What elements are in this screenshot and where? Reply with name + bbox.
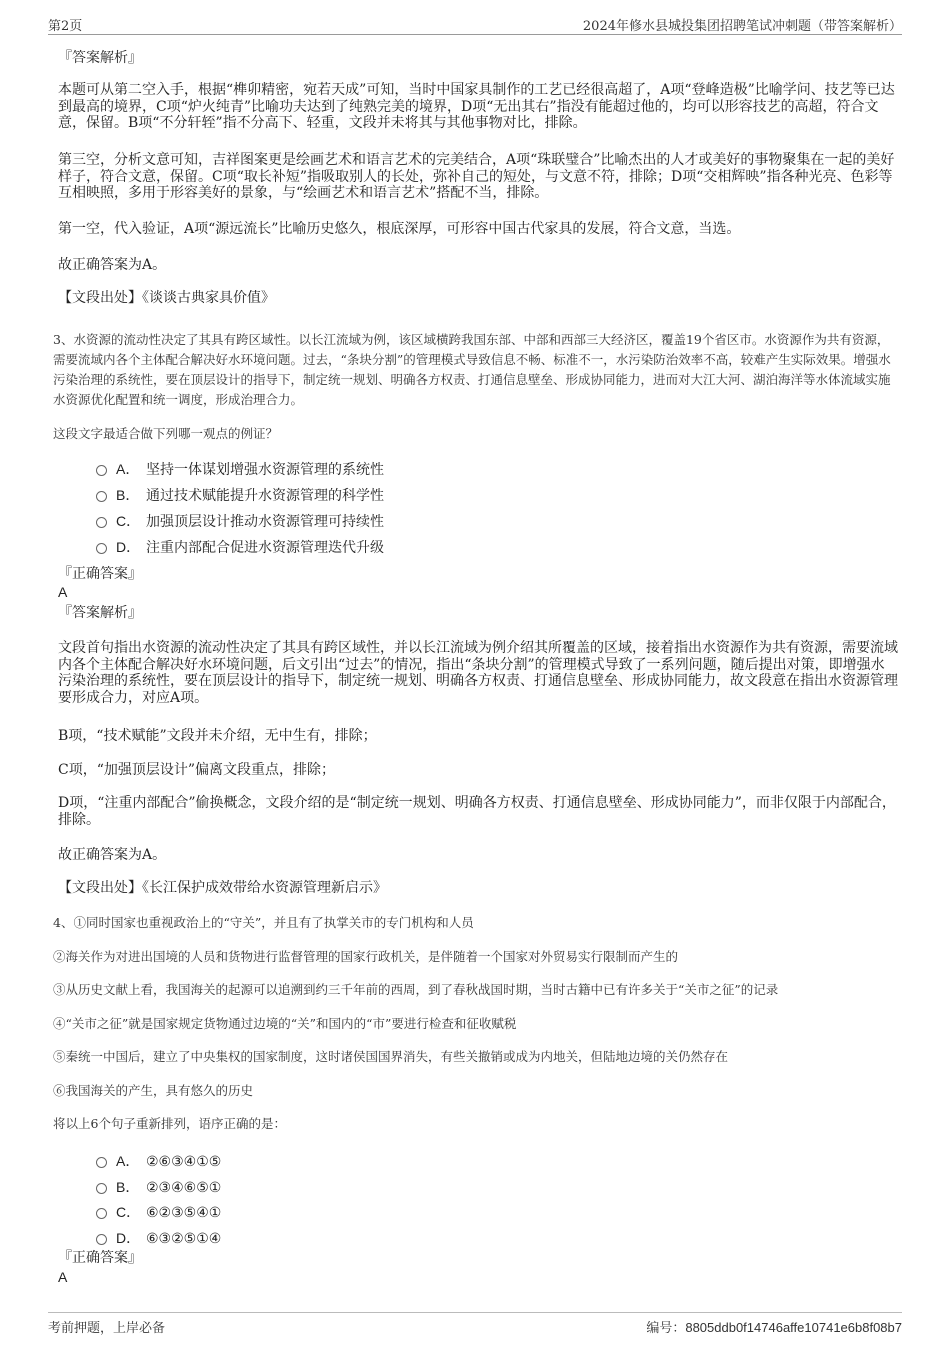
option-d[interactable]: D． 注重内部配合促进水资源管理迭代升级 (96, 538, 384, 557)
question-sentence: 4、①同时国家也重视政治上的“守关”，并且有了执掌关市的专门机构和人员 (53, 915, 474, 930)
analysis-paragraph: 文段首句指出水资源的流动性决定了其具有跨区域性，并以长江流域为例介绍其所覆盖的区域，接着指出水资源作为共有资源，需要流域内各个主体配合解决好水环境问题，后文引出“过去”的情况，指出“条块分割”的管理模式导致了一系列问题，随后提出对策，即增强水污染治理的系统性，要在顶层设计的指导下，制定统一规划、明确各方权责、打通信息壁垒、形成协同能力，故文段意在指出水资源管理要形成合力，对应A项。 (58, 640, 898, 706)
question-prompt: 将以上6个句子重新排列，语序正确的是： (53, 1116, 286, 1131)
analysis-label: 『答案解析』 (58, 50, 142, 66)
question-stem: 3、水资源的流动性决定了其具有跨区域性。以长江流域为例，该区域横跨我国东部、中部和西部三大经济区，覆盖19个省区市。水资源作为共有资源，需要流域内各个主体配合解决好水环境问题。过去，“条块分割”的管理模式导致信息不畅、标准不一，水污染防治效率不高，较难产生实际效果。增强水污染治理的系统性，要在顶层设计的指导下，制定统一规划、明确各方权责、打通信息壁垒、形成协同能力，进而对大江大河、湖泊海洋等水体流域实施水资源优化配置和统一调度，形成治理合力。 (53, 332, 891, 407)
question-sentence: ⑤秦统一中国后，建立了中央集权的国家制度，这时诸侯国国界消失，有些关撤销或成为内地关，但陆地边境的关仍然存在 (53, 1049, 729, 1064)
option-c[interactable]: C． 加强顶层设计推动水资源管理可持续性 (96, 512, 384, 531)
option-a[interactable]: A． ②⑥③④①⑤ (96, 1152, 221, 1171)
analysis-paragraph: C项，“加强顶层设计”偏离文段重点，排除； (58, 762, 336, 778)
answer-label: 『正确答案』 (58, 1250, 142, 1266)
option-b[interactable]: B． ②③④⑥⑤① (96, 1178, 221, 1197)
radio-icon[interactable] (96, 1208, 107, 1219)
answer-value: A (58, 584, 68, 600)
analysis-paragraph: 本题可从第二空入手，根据“榫卯精密，宛若天成”可知，当时中国家具制作的工艺已经很高超了，A项“登峰造极”比喻学问、技艺等已达到最高的境界，C项“炉火纯青”比喻功夫达到了纯熟完美的境界，D项“无出其右”指没有能超过他的，均可以形容技艺的高超，符合文意，保留。B项“不分轩轾”指不分高下、轻重，文段并未将其与其他事物对比，排除。 (58, 82, 895, 131)
page-number: 第2页 (48, 19, 83, 34)
question-sentence: ④“关市之征”就是国家规定货物通过边境的“关”和国内的“市”要进行检查和征收赋税 (53, 1016, 517, 1031)
source-citation: 【文段出处】《谈谈古典家具价值》 (58, 290, 275, 306)
document-title: 2024年修水县城投集团招聘笔试冲刺题（带答案解析） (582, 19, 902, 34)
analysis-conclusion: 故正确答案为A。 (58, 257, 167, 273)
page-footer (48, 1312, 902, 1336)
footer-slogan: 考前押题，上岸必备 (48, 1321, 166, 1336)
analysis-conclusion: 故正确答案为A。 (58, 847, 167, 863)
answer-label: 『正确答案』 (58, 566, 142, 582)
option-b[interactable]: B． 通过技术赋能提升水资源管理的科学性 (96, 486, 384, 505)
document-code: 编号：8805ddb0f14746affe10741e6b8f08b7 (646, 1320, 902, 1335)
option-c[interactable]: C． ⑥②③⑤④① (96, 1203, 221, 1222)
analysis-paragraph: 第三空，分析文意可知，吉祥图案更是绘画艺术和语言艺术的完美结合，A项“珠联璧合”比喻杰出的人才或美好的事物聚集在一起的美好样子，符合文意，保留。C项“取长补短”指吸取别人的长处，弥补自己的短处，与文意不符，排除；D项“交相辉映”指各种光亮、色彩等互相映照，多用于形容美好的景象，与“绘画艺术和语言艺术”搭配不当，排除。 (58, 152, 895, 201)
radio-icon[interactable] (96, 465, 107, 476)
radio-icon[interactable] (96, 1234, 107, 1245)
question-sentence: ②海关作为对进出国境的人员和货物进行监督管理的国家行政机关，是伴随着一个国家对外贸易实行限制而产生的 (53, 949, 679, 964)
question-prompt: 这段文字最适合做下列哪一观点的例证？ (53, 426, 279, 441)
radio-icon[interactable] (96, 517, 107, 528)
radio-icon[interactable] (96, 1183, 107, 1194)
radio-icon[interactable] (96, 491, 107, 502)
source-citation: 【文段出处】《长江保护成效带给水资源管理新启示》 (58, 880, 387, 896)
analysis-paragraph: D项，“注重内部配合”偷换概念，文段介绍的是“制定统一规划、明确各方权责、打通信息壁垒、形成协同能力”，而非仅限于内部配合，排除。 (58, 795, 896, 828)
radio-icon[interactable] (96, 543, 107, 554)
option-d[interactable]: D． ⑥③②⑤①④ (96, 1229, 221, 1248)
option-a[interactable]: A． 坚持一体谋划增强水资源管理的系统性 (96, 460, 384, 479)
analysis-paragraph: 第一空，代入验证，A项“源远流长”比喻历史悠久，根底深厚，可形容中国古代家具的发展，符合文意，当选。 (58, 221, 741, 237)
answer-value: A (58, 1269, 68, 1285)
analysis-label: 『答案解析』 (58, 605, 142, 621)
radio-icon[interactable] (96, 1157, 107, 1168)
page-header (48, 12, 902, 35)
analysis-paragraph: B项，“技术赋能”文段并未介绍，无中生有，排除； (58, 728, 377, 744)
question-sentence: ⑥我国海关的产生，具有悠久的历史 (53, 1083, 254, 1098)
question-sentence: ③从历史文献上看，我国海关的起源可以追溯到约三千年前的西周，到了春秋战国时期，当时古籍中已有许多关于“关市之征”的记录 (53, 982, 779, 997)
